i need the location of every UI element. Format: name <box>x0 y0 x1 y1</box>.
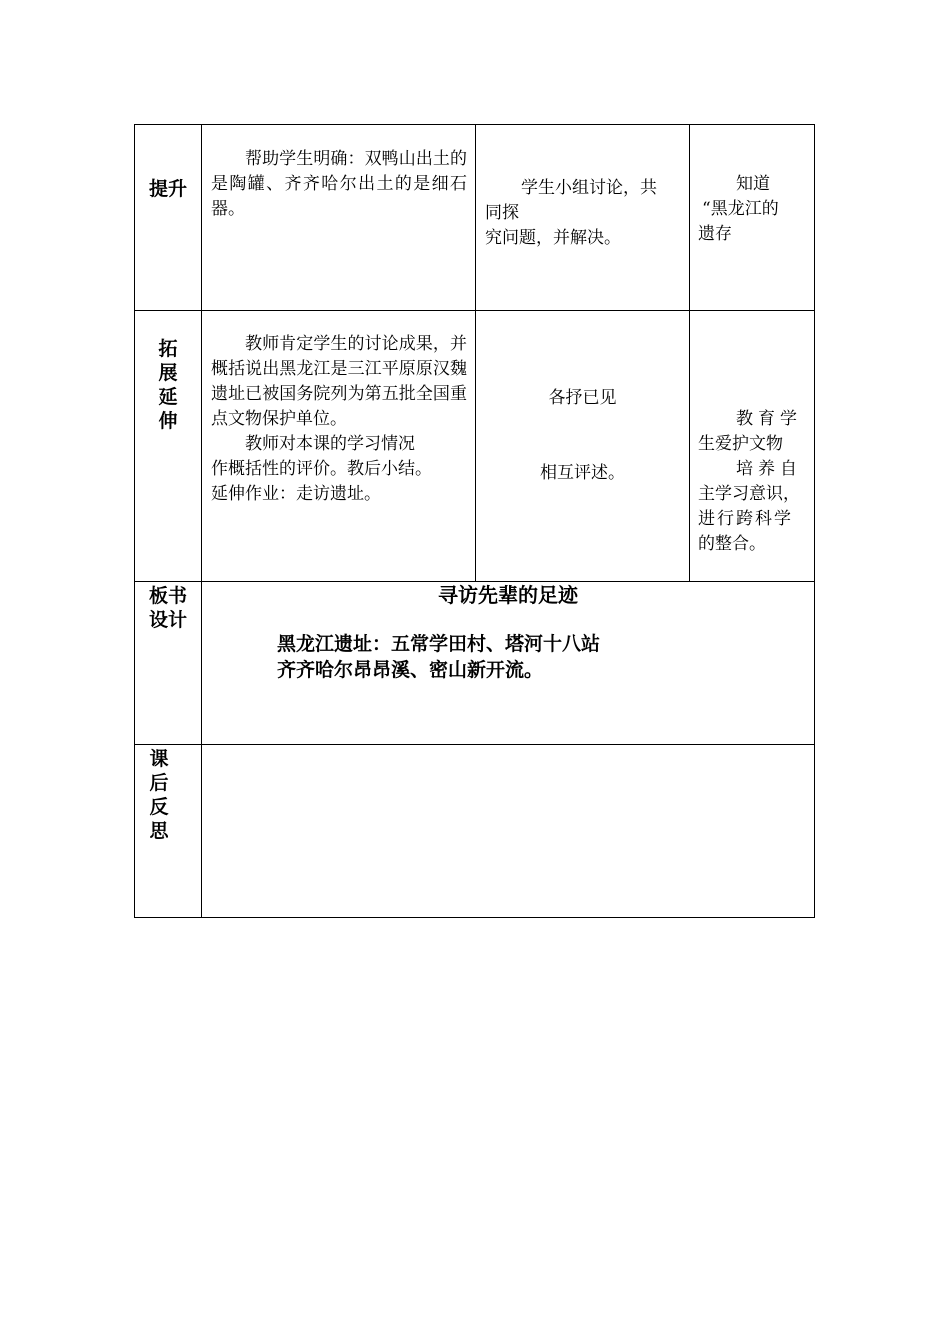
teacher-activity-text: 教师肯定学生的讨论成果，并概括说出黑龙江是三江平原原汉魏遗址已被国务院列为第五批全国重点文物保护单位。 <box>211 334 467 429</box>
row-label-tisheng <box>135 177 201 201</box>
column-divider <box>475 125 476 581</box>
row-label-char: 延 <box>158 386 178 408</box>
goal-line: 遗存 <box>698 224 732 244</box>
row-label-char: 展 <box>158 362 178 384</box>
row-label-char: 课 <box>149 748 169 770</box>
row-label-line: 板书 <box>148 585 187 607</box>
student-activity-line: 究问题，并解决。 <box>485 228 621 248</box>
board-title-text: 寻访先辈的足迹 <box>438 583 578 607</box>
reflection-content-area <box>202 745 814 917</box>
row-label-char: 拓 <box>158 338 178 360</box>
row-label-fansi <box>139 747 179 843</box>
goal-line: 培养自 <box>736 459 802 479</box>
board-line: 黑龙江遗址：五常学田村、塔河十八站 <box>277 633 601 655</box>
student-activity-line: 各抒已见 <box>548 388 617 408</box>
goal-line: 教育学 <box>736 409 802 429</box>
goal-line: 的整合。 <box>698 534 766 554</box>
student-activity-tuozhan <box>476 386 689 486</box>
column-divider <box>689 125 690 581</box>
row-label-text: 提升 <box>148 178 187 200</box>
row-label-tuozhan <box>135 337 201 433</box>
teacher-activity-tuozhan <box>211 332 467 507</box>
teacher-activity-text: 帮助学生明确：双鸭山出土的是陶罐、齐齐哈尔出土的是细石器。 <box>211 149 467 219</box>
goal-tisheng <box>698 172 810 247</box>
row-label-line: 设计 <box>148 609 187 631</box>
row-divider <box>135 310 814 311</box>
goal-line: 知道 <box>736 174 770 194</box>
goal-line: 主学习意识， <box>698 484 800 504</box>
goal-tuozhan <box>698 407 810 557</box>
goal-line: 进行跨科学 <box>698 509 793 529</box>
board-title <box>202 582 814 608</box>
row-label-char: 思 <box>149 820 169 842</box>
row-label-char: 伸 <box>158 410 178 432</box>
board-line: 齐齐哈尔昂昂溪、密山新开流。 <box>277 659 544 681</box>
row-label-char: 后 <box>149 772 169 794</box>
teacher-activity-line: 延伸作业：走访遗址。 <box>211 484 381 504</box>
goal-line: “黑龙江的 <box>702 199 779 219</box>
row-label-banshu <box>135 584 201 632</box>
student-activity-line: 相互评述。 <box>540 463 625 483</box>
goal-line: 生爱护文物 <box>698 434 783 454</box>
teacher-activity-line: 教师对本课的学习情况 <box>245 434 415 454</box>
row-label-char: 反 <box>149 796 169 818</box>
student-activity-line: 学生小组讨论，共 <box>521 178 657 198</box>
student-activity-line: 同探 <box>485 203 519 223</box>
student-activity-tisheng <box>485 176 681 251</box>
teacher-activity-tisheng <box>211 147 467 222</box>
board-content <box>277 631 807 683</box>
lesson-plan-table <box>134 124 815 918</box>
teacher-activity-line: 作概括性的评价。教后小结。 <box>211 459 432 479</box>
